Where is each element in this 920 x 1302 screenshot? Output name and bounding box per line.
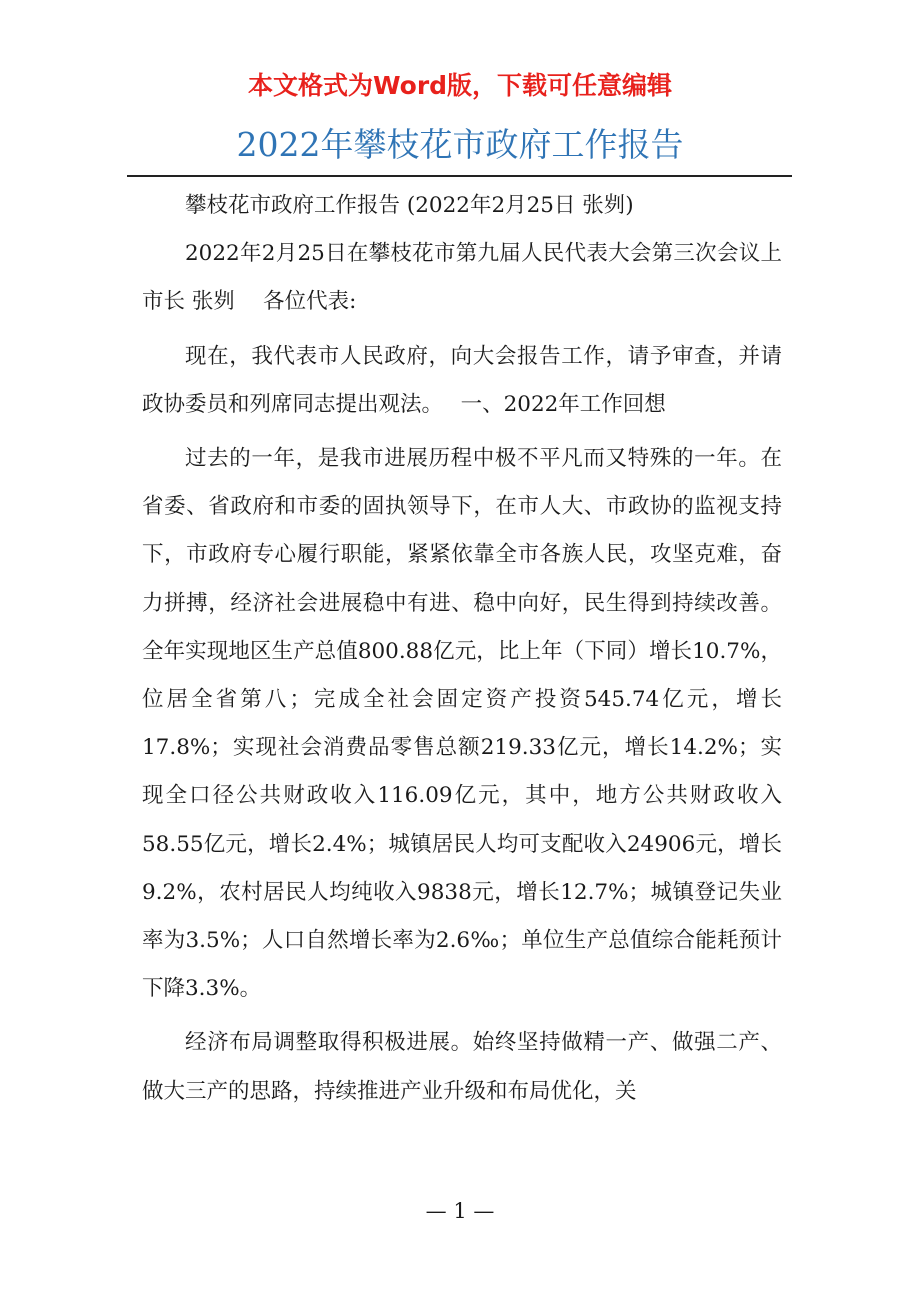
title-divider — [127, 175, 792, 177]
meeting-info-paragraph: 2022年2月25日在攀枝花市第九届人民代表大会第三次会议上 市长 张刿 各位代表: — [142, 241, 811, 315]
document-body — [142, 182, 811, 1116]
format-notice-banner: 本文格式为Word版，下载可任意编辑 — [247, 71, 673, 100]
report-byline-paragraph: 攀枝花市政府工作报告 (2022年2月25日 张刿) — [185, 193, 634, 218]
document-title: 2022年攀枝花市政府工作报告 — [236, 125, 684, 164]
review-paragraph: 过去的一年，是我市进展历程中极不平凡而又特殊的一年。在省委、省政府和市委的固执领导下，在市人大、市政协的监视支持下，市政府专心履行职能，紧紧依靠全市各族人民，攻坚克难，奋力拼搏，经济社会进展稳中有进、稳中向好，民生得到持续改善。全年实现地区生产总值800.88亿元，比上年（下同）增长10.7%，位居全省第八；完成全社会固定资产投资545.74亿元，增长17.8%；实现社会消费品零售总额219.33亿元，增长14.2%；实现全口径公共财政收入116.09亿元，其中，地方公共财政收入58.55亿元，增长2.4%；城镇居民人均可支配收入24906元，增长9.2%，农村居民人均纯收入9838元，增长12.7%；城镇登记失业率为3.5%；人口自然增长率为2.6‰；单位生产总值综合能耗预计下降3.3%。 — [142, 446, 782, 1002]
page-number: — 1 — — [425, 1199, 495, 1223]
economic-structure-paragraph: 经济布局调整取得积极进展。始终坚持做精一产、做强二产、做大三产的思路，持续推进产业升级和布局优化，关 — [142, 1030, 782, 1104]
opening-paragraph: 现在，我代表市人民政府，向大会报告工作，请予审查，并请政协委员和列席同志提出观法。 一、2022年工作回想 — [142, 343, 782, 417]
